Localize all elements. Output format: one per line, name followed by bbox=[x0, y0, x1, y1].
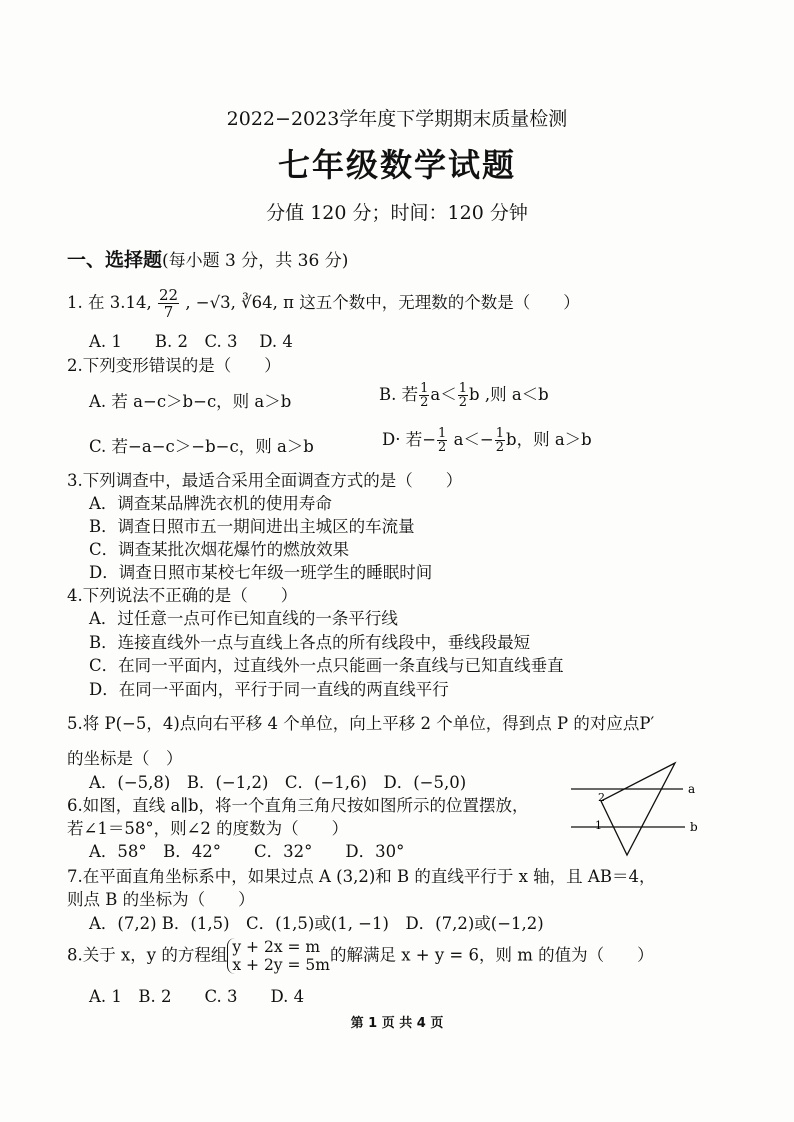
section-title: 一、选择题 bbox=[67, 249, 163, 271]
frac-den: 2 bbox=[495, 440, 505, 455]
frac-den: 2 bbox=[458, 395, 468, 410]
question-7-line2: 则点 B 的坐标为（ ） bbox=[67, 890, 255, 909]
q2-b-frac2 bbox=[458, 382, 468, 409]
q2-d-frac1 bbox=[437, 427, 447, 454]
q4-option-d: D．在同一平面内，平行于同一直线的两直线平行 bbox=[89, 680, 449, 699]
q1-frac-num: 22 bbox=[158, 286, 179, 304]
q8-options: A. 1 B. 2 C. 3 D. 4 bbox=[89, 987, 305, 1006]
q2-b-post: b ,则 a＜b bbox=[469, 385, 549, 404]
q8-eq2: x + 2y = 5m bbox=[232, 956, 330, 974]
exam-info: 分值 120 分；时间：120 分钟 bbox=[266, 202, 528, 224]
q2-d-pre: D· 若− bbox=[382, 430, 437, 449]
frac-den: 2 bbox=[420, 395, 429, 410]
q2-option-b bbox=[379, 381, 549, 409]
q2-option-c: C. 若−a−c＞−b−c，则 a＞b bbox=[89, 437, 314, 456]
q2-d-mid: a＜− bbox=[448, 430, 494, 449]
fig-label-b: b bbox=[690, 820, 698, 834]
q4-option-c: C．在同一平面内，过直线外一点只能画一条直线与已知直线垂直 bbox=[89, 656, 564, 675]
question-6-line2: 若∠1＝58°，则∠2 的度数为（ ） bbox=[67, 819, 349, 838]
triangle-ruler bbox=[601, 763, 675, 855]
section-heading bbox=[67, 245, 348, 272]
q2-b-mid: a＜ bbox=[430, 385, 457, 404]
question-6-line1: 6.如图，直线 a∥b，将一个直角三角尺按如图所示的位置摆放， bbox=[67, 796, 529, 815]
frac-num: 1 bbox=[420, 381, 429, 396]
q6-figure bbox=[565, 755, 705, 860]
frac-num: 1 bbox=[438, 426, 447, 441]
q8-equation-system bbox=[227, 938, 330, 974]
page-footer: 第 1 页 共 4 页 bbox=[350, 1016, 444, 1031]
q2-option-d bbox=[382, 426, 592, 454]
q1-fraction bbox=[158, 287, 179, 320]
question-2-stem: 2.下列变形错误的是（ ） bbox=[67, 356, 281, 375]
q2-d-frac2 bbox=[495, 427, 505, 454]
exam-name: 2022−2023学年度下学期期末质量检测 bbox=[226, 108, 568, 130]
q1-frac-den: 7 bbox=[163, 303, 174, 321]
q3-option-d: D．调查日照市某校七年级一班学生的睡眠时间 bbox=[89, 563, 433, 582]
section-note: (每小题 3 分，共 36 分) bbox=[162, 251, 349, 271]
q7-options: A．(7,2) B．(1,5) C．(1,5)或(1, −1) D．(7,2)或(−1,2) bbox=[89, 914, 544, 933]
q8-prefix: 8.关于 x，y 的方程组 bbox=[67, 945, 228, 965]
question-5-line2: 的坐标是（ ） bbox=[67, 749, 183, 768]
q4-option-b: B．连接直线外一点与直线上各点的所有线段中，垂线段最短 bbox=[89, 633, 531, 652]
frac-num: 1 bbox=[495, 426, 505, 441]
q3-option-c: C．调查某批次烟花爆竹的燃放效果 bbox=[89, 540, 350, 559]
q6-options: A．58° B．42° C．32° D．30° bbox=[89, 842, 405, 861]
fig-label-2: 2 bbox=[598, 791, 605, 804]
frac-den: 2 bbox=[438, 440, 447, 455]
q1-middle: , −√3, ∛64, π bbox=[185, 293, 294, 312]
q4-option-a: A．过任意一点可作已知直线的一条平行线 bbox=[89, 609, 398, 628]
question-4-stem: 4.下列说法不正确的是（ ） bbox=[67, 586, 298, 605]
question-1 bbox=[67, 287, 580, 320]
question-7-line1: 7.在平面直角坐标系中，如果过点 A (3,2)和 B 的直线平行于 x 轴，且 AB＝4， bbox=[67, 867, 656, 886]
q5-options: A．(−5,8) B．(−1,2) C．(−1,6) D．(−5,0) bbox=[89, 773, 467, 792]
q3-option-b: B．调查日照市五一期间进出主城区的车流量 bbox=[89, 517, 415, 536]
q2-b-pre: B. 若 bbox=[379, 385, 419, 404]
question-3-stem: 3.下列调查中，最适合采用全面调查方式的是（ ） bbox=[67, 471, 463, 490]
q8-eq1: y + 2x = m bbox=[232, 938, 321, 956]
fig-label-a: a bbox=[688, 782, 696, 796]
q3-option-a: A．调查某品牌洗衣机的使用寿命 bbox=[89, 494, 332, 513]
q8-suffix: 的解满足 x + y = 6，则 m 的值为（ ） bbox=[329, 945, 654, 965]
q2-d-post: b，则 a＞b bbox=[506, 430, 592, 449]
q1-suffix: 这五个数中，无理数的个数是（ ） bbox=[293, 293, 580, 312]
fig-label-1: 1 bbox=[595, 819, 602, 832]
q2-option-a: A. 若 a−c＞b−c，则 a＞b bbox=[89, 392, 292, 411]
q1-options: A. 1 B. 2 C. 3 D. 4 bbox=[89, 332, 293, 351]
question-8 bbox=[67, 938, 654, 974]
page-title: 七年级数学试题 bbox=[277, 146, 516, 184]
frac-num: 1 bbox=[458, 381, 468, 396]
q1-prefix: 1. 在 3.14, bbox=[67, 293, 152, 312]
question-5-line1: 5.将 P(−5，4)点向右平移 4 个单位，向上平移 2 个单位，得到点 P 的对应点P′ bbox=[67, 714, 655, 733]
q2-b-frac1 bbox=[419, 382, 429, 409]
